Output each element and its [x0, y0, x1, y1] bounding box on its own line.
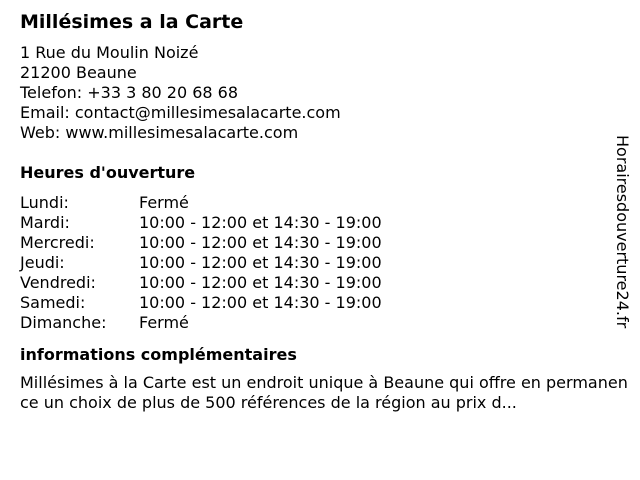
hours-value: Fermé [139, 193, 189, 212]
site-brand-vertical: Horairesdouverture24.fr [613, 135, 632, 329]
hours-row-lundi [20, 193, 610, 213]
hours-value: 10:00 - 12:00 et 14:30 - 19:00 [139, 233, 382, 252]
address-city: 21200 Beaune [20, 63, 137, 82]
hours-row-samedi [20, 293, 610, 313]
hours-day: Mercredi: [20, 233, 95, 252]
hours-value: 10:00 - 12:00 et 14:30 - 19:00 [139, 253, 382, 272]
hours-day: Lundi: [20, 193, 69, 212]
address-block [20, 43, 610, 143]
hours-row-mercredi [20, 233, 610, 253]
hours-row-dimanche [20, 313, 610, 333]
hours-day: Mardi: [20, 213, 70, 232]
hours-value: Fermé [139, 313, 189, 332]
hours-row-mardi [20, 213, 610, 233]
hours-value: 10:00 - 12:00 et 14:30 - 19:00 [139, 213, 382, 232]
website-address: Web: www.millesimesalacarte.com [20, 123, 299, 142]
hours-day: Dimanche: [20, 313, 107, 332]
hours-row-jeudi [20, 253, 610, 273]
opening-hours-table [20, 193, 610, 333]
hours-row-vendredi [20, 273, 610, 293]
email-address: Email: contact@millesimesalacarte.com [20, 103, 341, 122]
hours-value: 10:00 - 12:00 et 14:30 - 19:00 [139, 273, 382, 292]
address-street: 1 Rue du Moulin Noizé [20, 43, 199, 62]
additional-info-heading: informations complémentaires [20, 345, 297, 364]
hours-value: 10:00 - 12:00 et 14:30 - 19:00 [139, 293, 382, 312]
opening-hours-heading: Heures d'ouverture [20, 163, 196, 182]
business-description: Millésimes à la Carte est un endroit unique à Beaune qui offre en permanence un choix de plus de 500 références de la région au prix d... [20, 373, 628, 412]
business-name: Millésimes a la Carte [20, 11, 244, 33]
hours-day: Vendredi: [20, 273, 96, 292]
hours-day: Samedi: [20, 293, 86, 312]
hours-day: Jeudi: [20, 253, 65, 272]
phone-number: Telefon: +33 3 80 20 68 68 [20, 83, 239, 102]
